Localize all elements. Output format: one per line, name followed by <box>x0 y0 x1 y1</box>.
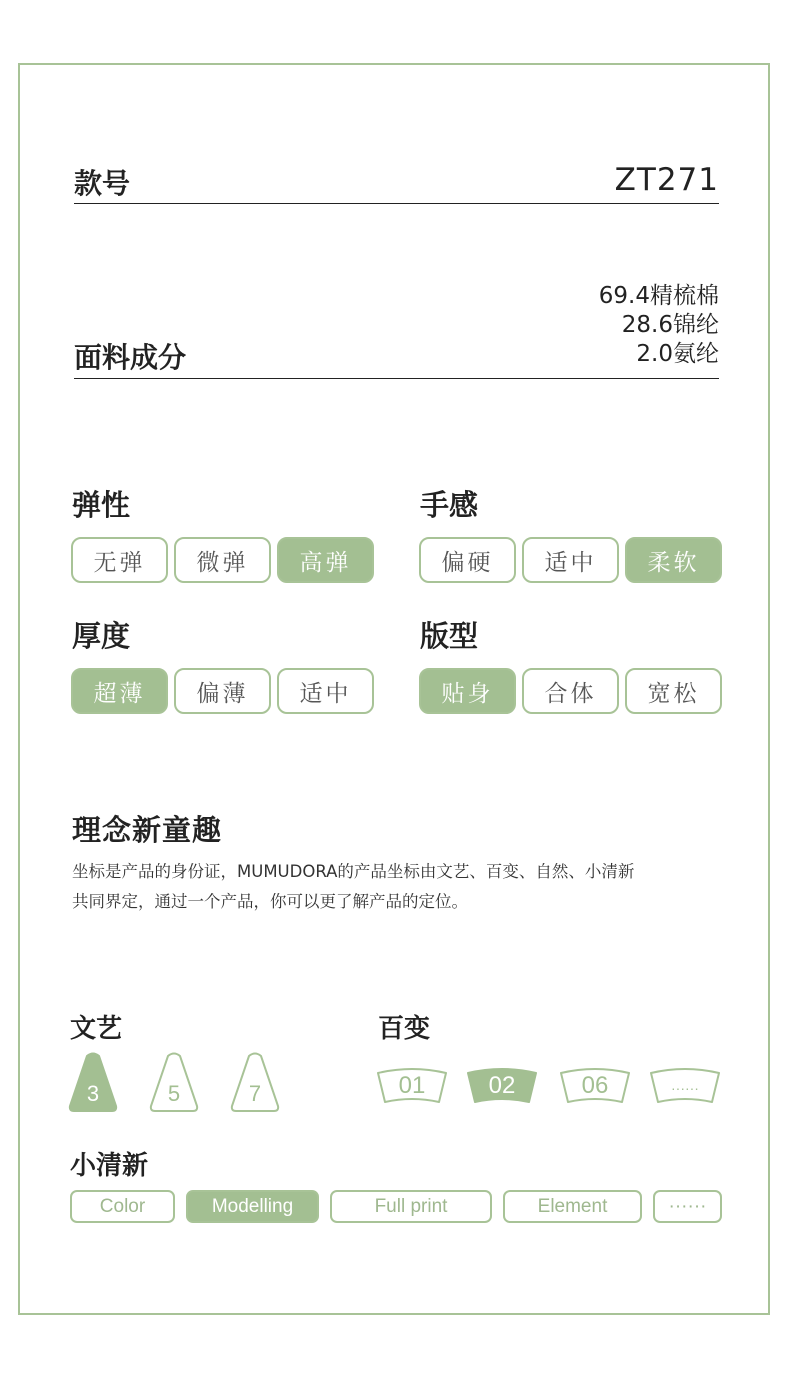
fit-title: 版型 <box>420 619 479 653</box>
xiaoqingxin-tag: ······ <box>653 1190 722 1223</box>
thickness-option[interactable]: 超薄 <box>71 668 168 714</box>
baibian-scale <box>376 1066 722 1106</box>
hand-feel-options <box>419 537 722 583</box>
baibian-marker <box>466 1066 538 1106</box>
model-number-label: 款号 <box>74 167 131 200</box>
badge-value: 06 <box>581 1072 609 1099</box>
fit-option[interactable]: 合体 <box>522 668 619 714</box>
fit-options <box>419 668 722 714</box>
thickness-options <box>71 668 374 714</box>
wenyi-marker <box>228 1052 282 1114</box>
badge-value: ······ <box>671 1080 699 1096</box>
baibian-title: 百变 <box>378 1014 431 1044</box>
badge-value: 01 <box>398 1072 426 1099</box>
xiaoqingxin-title: 小清新 <box>70 1151 149 1181</box>
concept-title: 理念新童趣 <box>72 813 223 847</box>
xiaoqingxin-tag: Full print <box>330 1190 492 1223</box>
baibian-marker <box>376 1066 448 1106</box>
baibian-marker <box>559 1066 631 1106</box>
elasticity-option[interactable]: 无弹 <box>71 537 168 583</box>
elasticity-title: 弹性 <box>72 488 131 522</box>
xiaoqingxin-tag: Element <box>503 1190 642 1223</box>
fabric-composition-label: 面料成分 <box>74 341 187 374</box>
concept-line: 坐标是产品的身份证，MUMUDORA的产品坐标由文艺、百变、自然、小清新 <box>72 862 635 881</box>
triangle-value: 3 <box>86 1081 100 1106</box>
fabric-line: 2.0氨纶 <box>636 341 719 367</box>
model-number-row <box>74 150 719 204</box>
fabric-composition-values <box>599 282 719 369</box>
xiaoqingxin-tag: Modelling <box>186 1190 319 1223</box>
fabric-line: 69.4精梳棉 <box>598 283 719 309</box>
thickness-title: 厚度 <box>72 619 131 653</box>
elasticity-option[interactable]: 高弹 <box>277 537 374 583</box>
fit-option[interactable]: 宽松 <box>625 668 722 714</box>
xiaoqingxin-tags <box>70 1190 722 1223</box>
xiaoqingxin-tag: Color <box>70 1190 175 1223</box>
fit-option[interactable]: 贴身 <box>419 668 516 714</box>
triangle-value: 7 <box>248 1081 262 1106</box>
hand-feel-option[interactable]: 适中 <box>522 537 619 583</box>
wenyi-marker <box>66 1052 120 1114</box>
wenyi-title: 文艺 <box>70 1014 123 1044</box>
model-number-value: ZT271 <box>614 162 719 198</box>
hand-feel-option[interactable]: 偏硬 <box>419 537 516 583</box>
thickness-option[interactable]: 适中 <box>277 668 374 714</box>
concept-line: 共同界定，通过一个产品，你可以更了解产品的定位。 <box>72 892 468 911</box>
triangle-value: 5 <box>167 1081 181 1106</box>
fabric-composition-row <box>74 280 719 379</box>
wenyi-marker <box>147 1052 201 1114</box>
thickness-option[interactable]: 偏薄 <box>174 668 271 714</box>
concept-description <box>72 857 712 917</box>
elasticity-option[interactable]: 微弹 <box>174 537 271 583</box>
hand-feel-option[interactable]: 柔软 <box>625 537 722 583</box>
baibian-marker <box>649 1066 721 1106</box>
wenyi-scale <box>66 1052 286 1114</box>
elasticity-options <box>71 537 374 583</box>
badge-value: 02 <box>488 1072 516 1099</box>
hand-feel-title: 手感 <box>420 488 479 522</box>
fabric-line: 28.6锦纶 <box>621 312 719 338</box>
